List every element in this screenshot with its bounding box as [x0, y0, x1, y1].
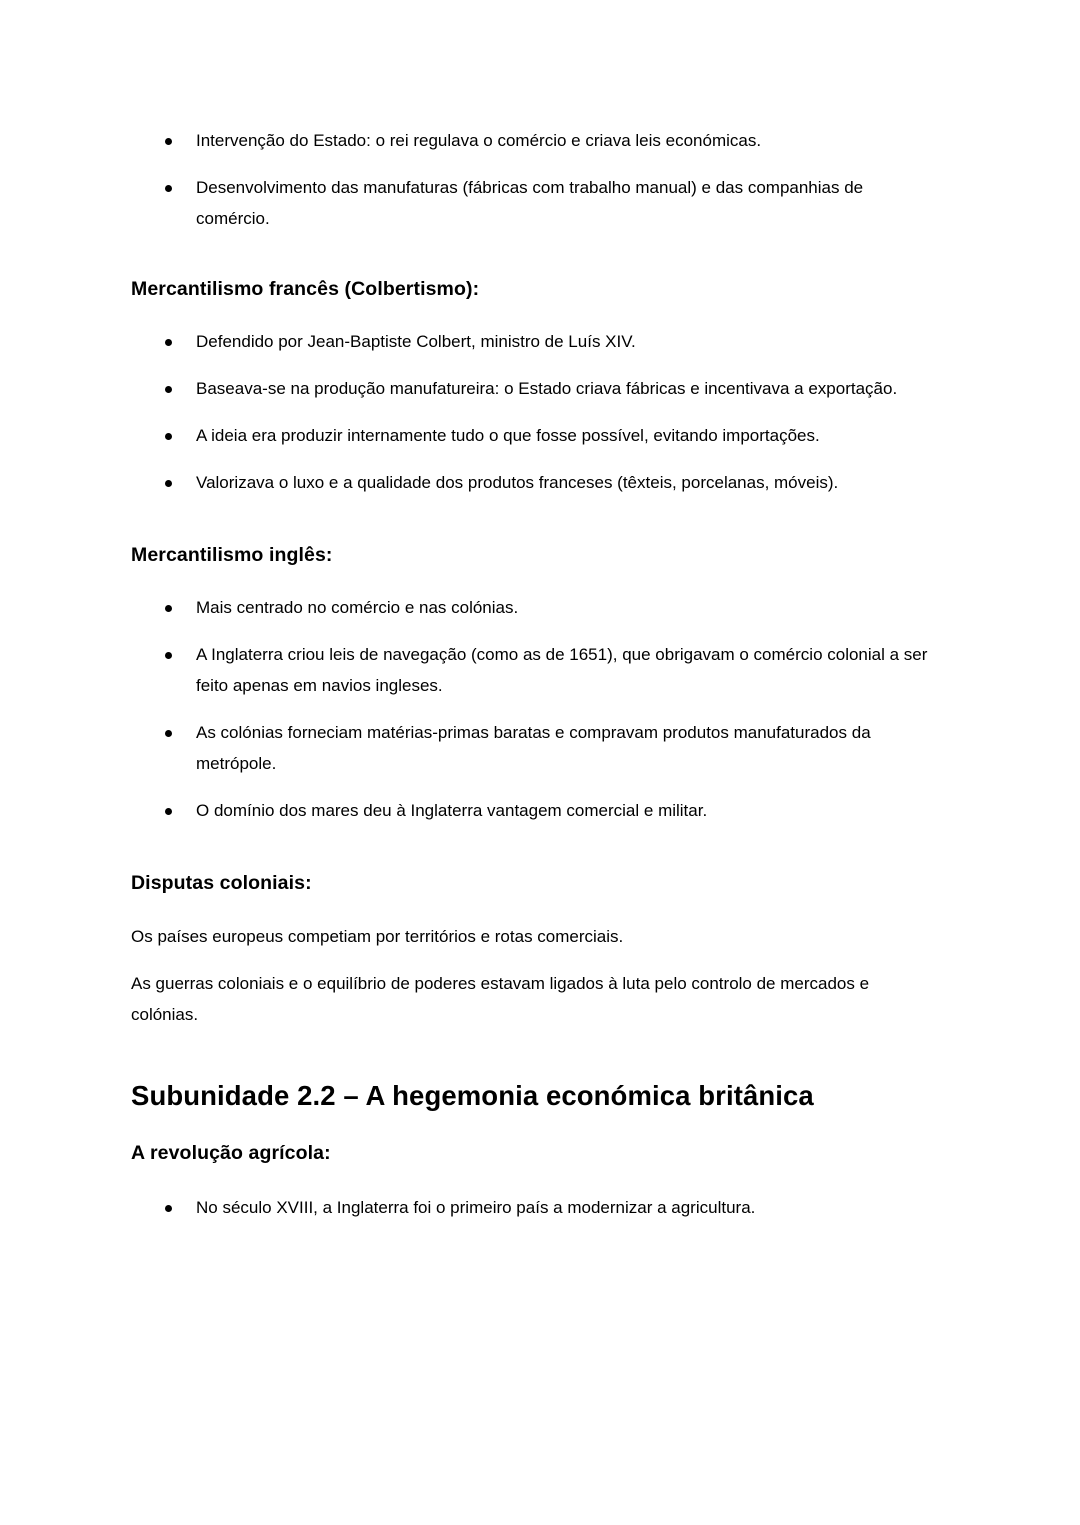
heading-mercantilismo-frances: Mercantilismo francês (Colbertismo): — [131, 277, 480, 300]
bullet-icon — [165, 138, 172, 145]
spacer — [131, 827, 933, 871]
list-item-text: A ideia era produzir internamente tudo o que fosse possível, evitando importações. — [196, 426, 820, 446]
bullet-icon — [165, 605, 172, 612]
list-item — [131, 327, 933, 358]
list-item — [131, 173, 933, 235]
bullet-icon — [165, 339, 172, 346]
bullet-icon — [165, 1205, 172, 1212]
spacer — [131, 302, 933, 327]
list-item-text: A Inglaterra criou leis de navegação (como as de 1651), que obrigavam o comércio colonial a ser feito apenas em navios ingleses. — [196, 645, 928, 696]
list-item — [131, 718, 933, 780]
list-item-text: As colónias forneciam matérias-primas baratas e compravam produtos manufaturados da metrópole. — [196, 723, 871, 773]
list-item-text: O domínio dos mares deu à Inglaterra vantagem comercial e militar. — [196, 800, 708, 820]
list-item-text: Baseava-se na produção manufatureira: o Estado criava fábricas e incentivava a exportação. — [196, 379, 898, 399]
list-item — [131, 1193, 933, 1224]
intro-bullet-list — [131, 126, 933, 235]
spacer — [131, 568, 933, 593]
paragraph: Os países europeus competiam por territórios e rotas comerciais. — [131, 927, 624, 947]
paragraph: As guerras coloniais e o equilíbrio de poderes estavam ligados à luta pelo controlo de mercados e colónias. — [131, 974, 870, 1025]
list-item-text: Desenvolvimento das manufaturas (fábricas com trabalho manual) e das companhias de comércio. — [196, 177, 864, 228]
top-margin-spacer — [131, 0, 933, 126]
heading-subunidade-2-2: Subunidade 2.2 – A hegemonia económica britânica — [131, 1080, 814, 1112]
agricultural-revolution-bullet-list — [131, 1193, 933, 1224]
heading-disputas-coloniais: Disputas coloniais: — [131, 871, 312, 894]
spacer — [131, 953, 933, 969]
heading-revolucao-agricola: A revolução agrícola: — [131, 1142, 331, 1165]
list-item-text: Valorizava o luxo e a qualidade dos produtos franceses (têxteis, porcelanas, móveis). — [196, 472, 839, 492]
list-item-text: Defendido por Jean-Baptiste Colbert, ministro de Luís XIV. — [196, 332, 636, 352]
list-item — [131, 796, 933, 827]
document-content — [131, 0, 933, 1224]
spacer — [131, 235, 933, 277]
spacer — [131, 1167, 933, 1193]
spacer — [131, 499, 933, 543]
bullet-icon — [165, 433, 172, 440]
bullet-icon — [165, 386, 172, 393]
list-item — [131, 468, 933, 499]
bullet-icon — [165, 730, 172, 737]
list-item-text: No século XVIII, a Inglaterra foi o primeiro país a modernizar a agricultura. — [196, 1197, 756, 1217]
english-bullet-list — [131, 593, 933, 827]
list-item-text: Mais centrado no comércio e nas colónias. — [196, 598, 519, 618]
bullet-icon — [165, 652, 172, 659]
heading-mercantilismo-ingles: Mercantilismo inglês: — [131, 543, 333, 566]
spacer — [131, 896, 933, 922]
list-item — [131, 374, 933, 405]
bullet-icon — [165, 185, 172, 192]
list-item — [131, 640, 933, 702]
list-item — [131, 126, 933, 157]
list-item — [131, 593, 933, 624]
bullet-icon — [165, 480, 172, 487]
list-item — [131, 421, 933, 452]
spacer — [131, 1113, 933, 1141]
french-bullet-list — [131, 327, 933, 499]
bullet-icon — [165, 808, 172, 815]
list-item-text: Intervenção do Estado: o rei regulava o comércio e criava leis económicas. — [196, 131, 762, 150]
spacer — [131, 1031, 933, 1079]
